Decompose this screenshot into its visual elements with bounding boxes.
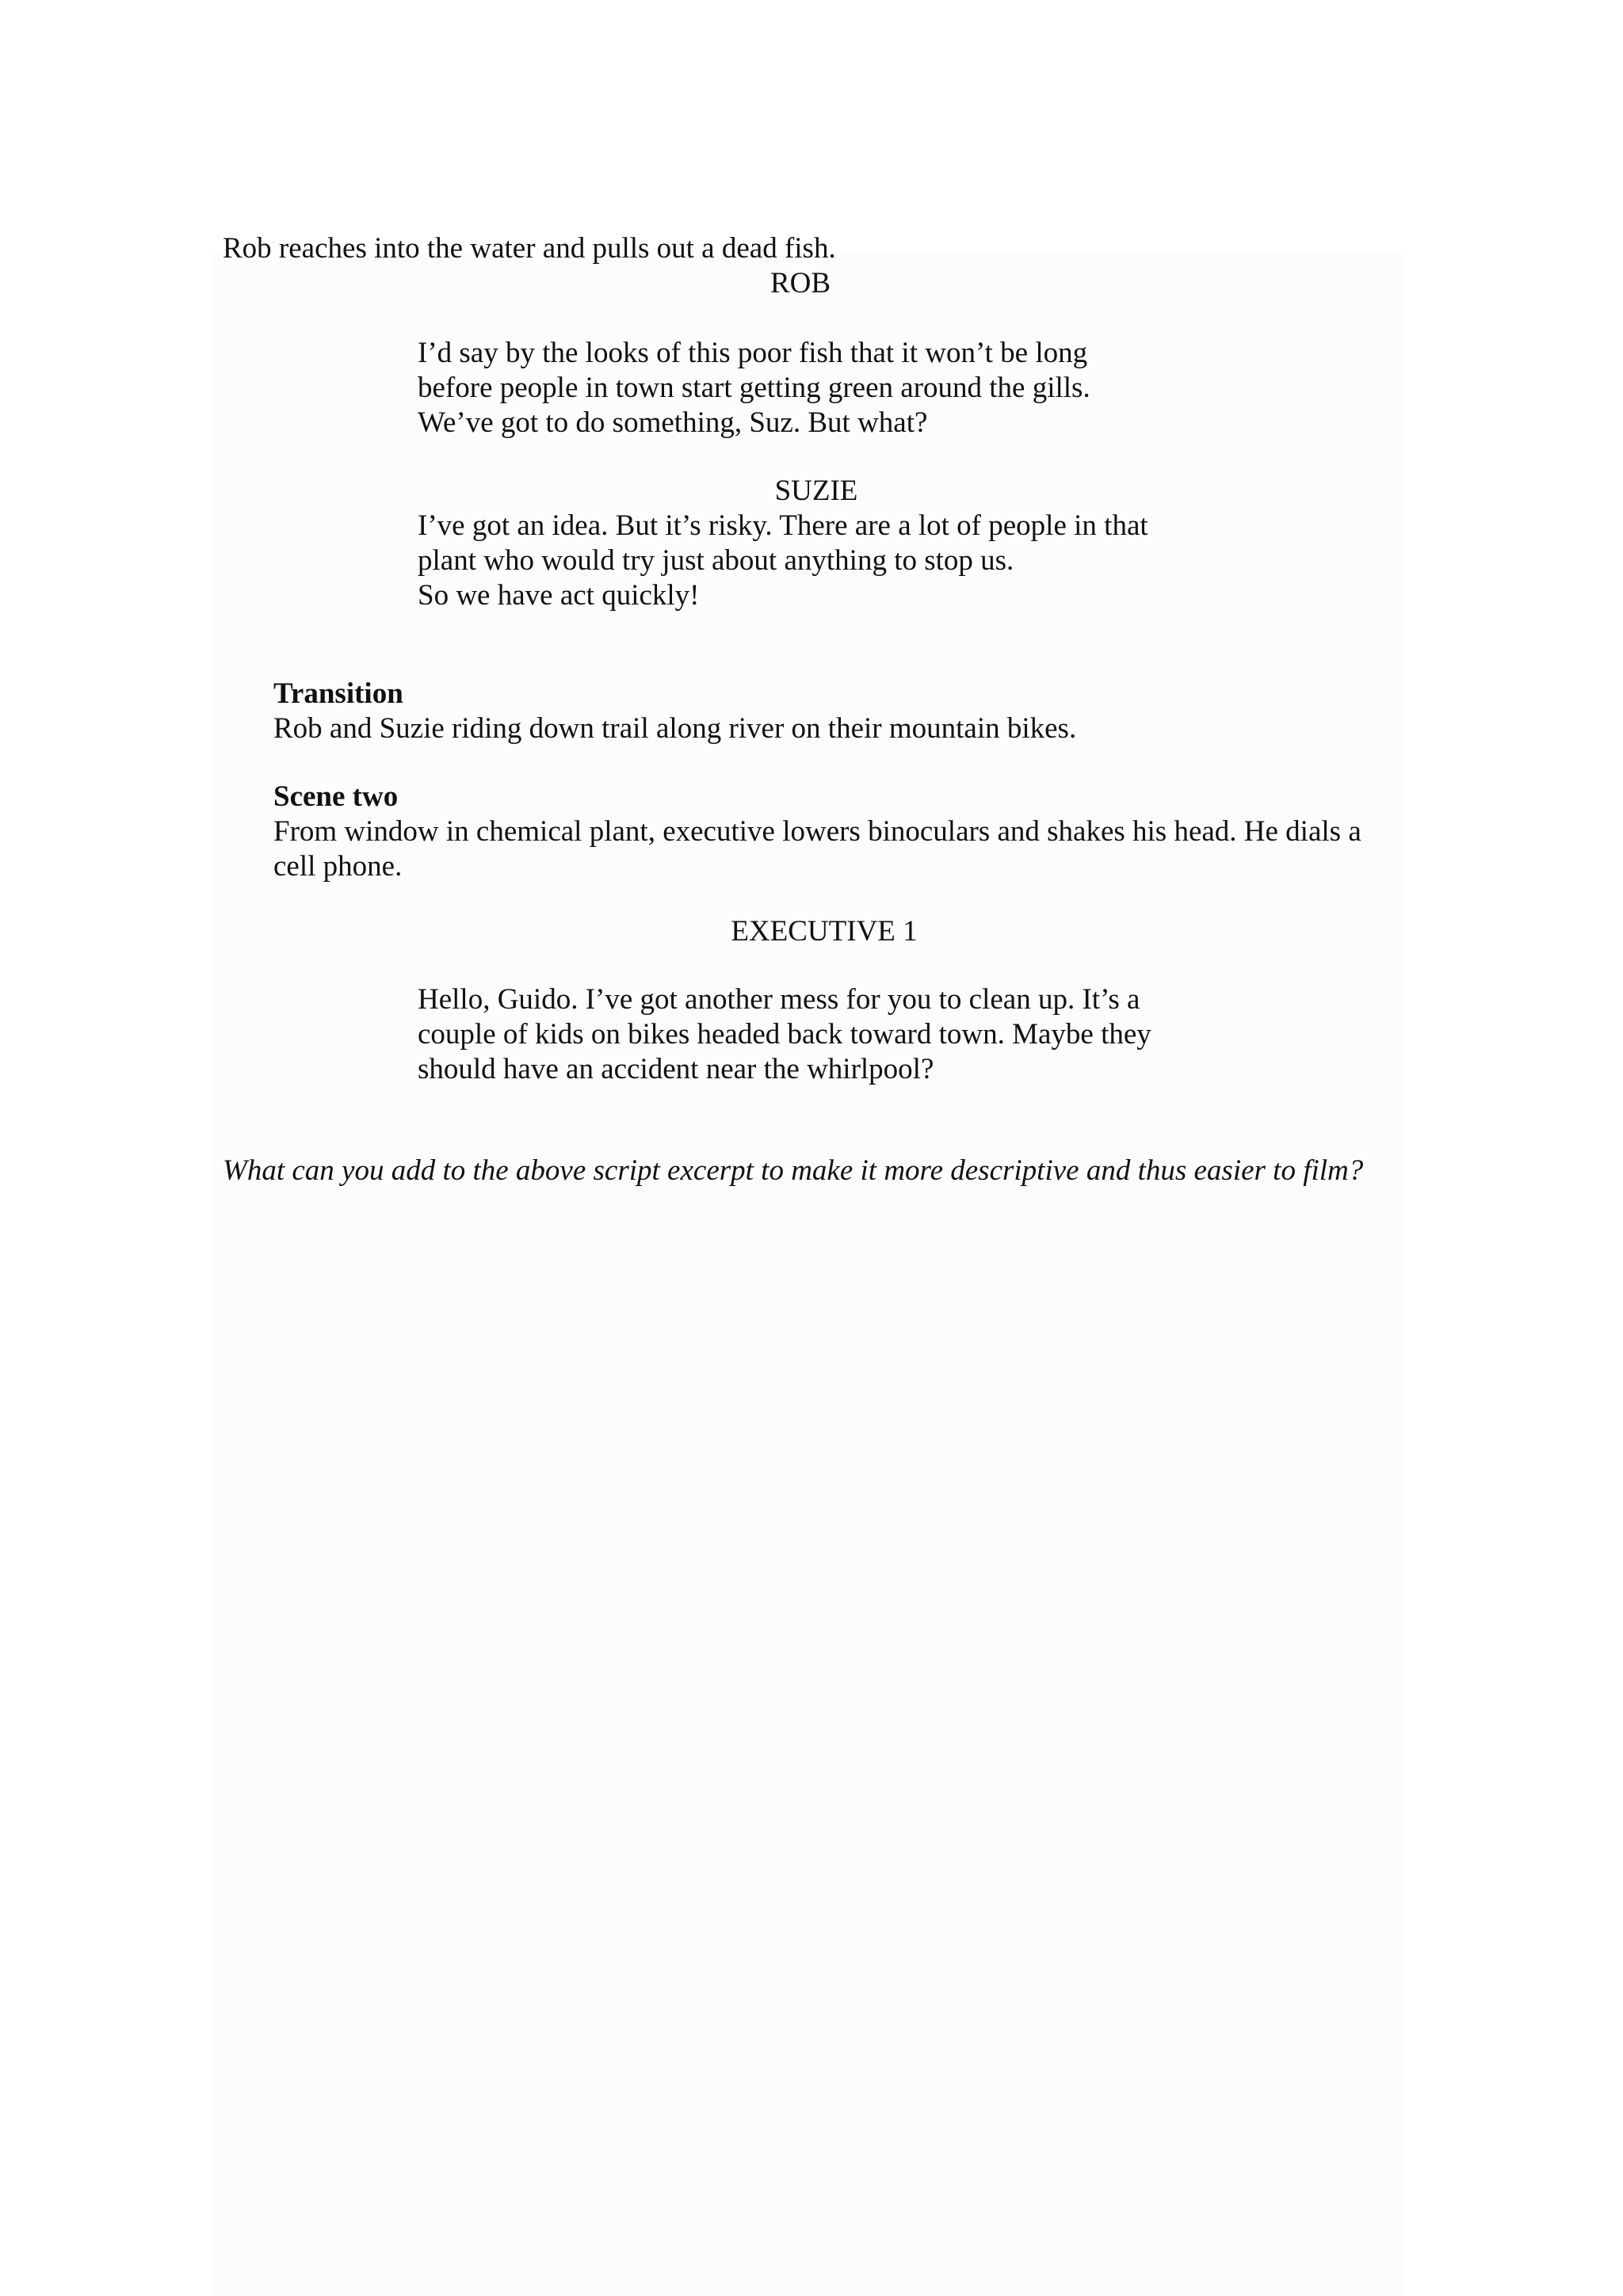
dialogue-line-rob-3: We’ve got to do something, Suz. But what?: [418, 406, 928, 439]
transition-text: Rob and Suzie riding down trail along river on their mountain bikes.: [273, 712, 1077, 745]
scene-heading: Scene two: [273, 780, 399, 813]
action-line: Rob reaches into the water and pulls out a dead fish.: [223, 232, 836, 265]
character-name-executive: EXECUTIVE 1: [731, 915, 918, 948]
character-name-suzie: SUZIE: [774, 475, 858, 507]
transition-heading: Transition: [273, 677, 403, 710]
dialogue-line-suzie-3: So we have act quickly!: [418, 579, 700, 612]
scene-description-2: cell phone.: [273, 850, 403, 883]
dialogue-line-executive-3: should have an accident near the whirlpool?: [418, 1053, 934, 1085]
dialogue-line-suzie-2: plant who would try just about anything to stop us.: [418, 544, 1014, 577]
dialogue-line-rob-1: I’d say by the looks of this poor fish that it won’t be long: [418, 337, 1088, 369]
discussion-question: What can you add to the above script excerpt to make it more descriptive and thus easier to film?: [223, 1154, 1364, 1187]
dialogue-line-executive-2: couple of kids on bikes headed back toward town. Maybe they: [418, 1018, 1151, 1051]
dialogue-line-executive-1: Hello, Guido. I’ve got another mess for you to clean up. It’s a: [418, 983, 1140, 1016]
character-name-rob: ROB: [769, 267, 831, 299]
scene-description-1: From window in chemical plant, executive lowers binoculars and shakes his head. He dials a: [273, 815, 1361, 848]
dialogue-line-rob-2: before people in town start getting green around the gills.: [418, 372, 1090, 404]
dialogue-line-suzie-1: I’ve got an idea. But it’s risky. There are a lot of people in that: [418, 509, 1148, 542]
